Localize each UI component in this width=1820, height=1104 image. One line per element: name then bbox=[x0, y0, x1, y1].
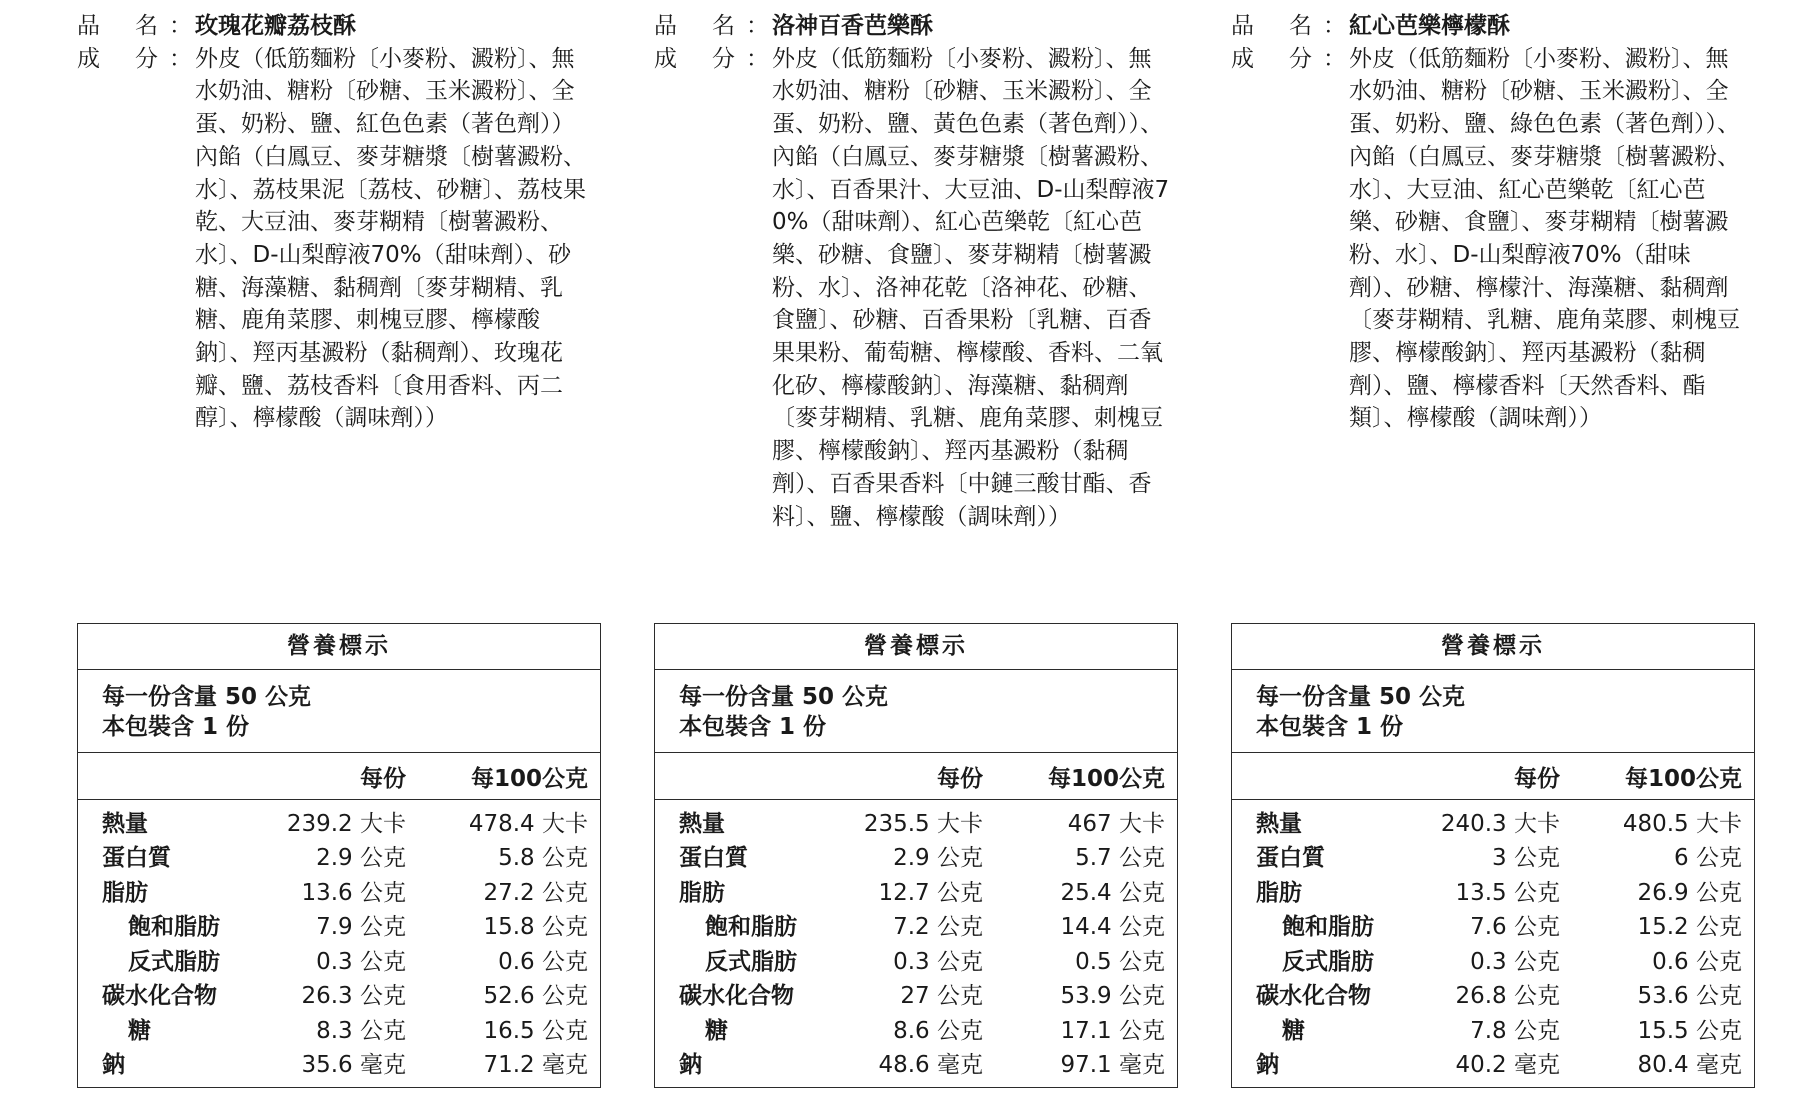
nutrient-row bbox=[78, 908, 600, 943]
nutrient-row bbox=[1232, 908, 1754, 943]
nutrition-table-3 bbox=[1231, 623, 1755, 1088]
nutrition-column-header bbox=[655, 753, 1177, 800]
nutrient-name: 鈉 bbox=[102, 1052, 125, 1079]
nutrient-per-serving: 2.9 公克 bbox=[893, 845, 983, 872]
product-name-label bbox=[77, 10, 195, 43]
nutrient-per-serving: 12.7 公克 bbox=[878, 879, 983, 906]
product-name-row bbox=[654, 10, 1184, 43]
label-char: 名 bbox=[712, 13, 735, 39]
servings-per-package: 本包裝含 1 份 bbox=[1256, 714, 1404, 740]
nutrient-name: 糖 bbox=[1282, 1017, 1305, 1044]
nutrient-per-100g: 16.5 公克 bbox=[483, 1017, 588, 1044]
nutrient-name: 鈉 bbox=[679, 1052, 702, 1079]
nutrient-name: 反式脂肪 bbox=[128, 948, 220, 975]
nutrition-title: 營養標示 bbox=[78, 624, 600, 670]
nutrient-row bbox=[655, 839, 1177, 874]
nutrient-row bbox=[655, 908, 1177, 943]
nutrient-row bbox=[78, 804, 600, 839]
nutrient-row bbox=[655, 1046, 1177, 1081]
nutrient-name: 脂肪 bbox=[1256, 879, 1302, 906]
nutrition-table-1 bbox=[77, 623, 601, 1088]
nutrient-row bbox=[1232, 1011, 1754, 1046]
nutrient-per-100g: 80.4 毫克 bbox=[1637, 1052, 1742, 1079]
ingredients-filling: 內餡（白鳳豆、麥芽糖漿〔樹薯澱粉、水〕、大豆油、紅心芭樂乾〔紅心芭樂、砂糖、食鹽〕、麥芽糊精〔樹薯澱粉、水〕、D-山梨醇液70%（甜味劑）、砂糖、檸檬汁、海藻糖、黏稠劑〔麥芽糊精、乳糖、鹿角菜膠、刺槐豆膠、檸檬酸鈉〕、羥丙基澱粉（黏稠劑）、鹽、檸檬香料〔天然香料、酯類〕、檸檬酸（調味劑）） bbox=[1349, 143, 1740, 432]
nutrient-per-100g: 15.5 公克 bbox=[1637, 1017, 1742, 1044]
nutrient-name: 熱量 bbox=[102, 810, 148, 837]
label-char: 分 bbox=[712, 45, 735, 72]
nutrient-per-100g: 0.5 公克 bbox=[1075, 948, 1165, 975]
nutrient-row bbox=[1232, 839, 1754, 874]
nutrient-per-serving: 240.3 大卡 bbox=[1440, 810, 1560, 837]
nutrient-name: 鈉 bbox=[1256, 1052, 1279, 1079]
serving-info bbox=[1232, 670, 1754, 753]
nutrient-per-serving: 35.6 毫克 bbox=[301, 1052, 406, 1079]
label-colon: ： bbox=[746, 45, 769, 72]
ingredients-text bbox=[772, 43, 1170, 534]
nutrient-per-100g: 15.8 公克 bbox=[483, 914, 588, 941]
product-name-label bbox=[654, 10, 772, 43]
nutrient-per-serving: 8.3 公克 bbox=[316, 1017, 406, 1044]
ingredients-filling: 內餡（白鳳豆、麥芽糖漿〔樹薯澱粉、水〕、荔枝果泥〔荔枝、砂糖〕、荔枝果乾、大豆油、麥芽糊精〔樹薯澱粉、水〕、D-山梨醇液70%（甜味劑）、砂糖、海藻糖、黏稠劑〔麥芽糊精、乳糖、鹿角菜膠、刺槐豆膠、檸檬酸鈉〕、羥丙基澱粉（黏稠劑）、玫瑰花瓣、鹽、荔枝香料〔食用香料、丙二醇〕、檸檬酸（調味劑）） bbox=[195, 143, 586, 432]
nutrient-name: 脂肪 bbox=[679, 879, 725, 906]
serving-size: 每一份含量 50 公克 bbox=[102, 684, 312, 710]
product-name-row bbox=[1231, 10, 1761, 43]
nutrient-row bbox=[78, 942, 600, 977]
nutrient-name: 糖 bbox=[705, 1017, 728, 1044]
nutrient-per-serving: 2.9 公克 bbox=[316, 845, 406, 872]
label-char: 成 bbox=[77, 45, 100, 72]
nutrient-name: 脂肪 bbox=[102, 879, 148, 906]
product-name-row bbox=[77, 10, 607, 43]
header-per-serving: 每份 bbox=[937, 765, 983, 792]
product-info-1 bbox=[77, 10, 607, 435]
nutrient-row bbox=[655, 1011, 1177, 1046]
nutrient-name: 飽和脂肪 bbox=[705, 914, 797, 941]
nutrient-name: 碳水化合物 bbox=[102, 983, 217, 1010]
nutrient-row bbox=[1232, 977, 1754, 1012]
nutrient-per-100g: 97.1 毫克 bbox=[1060, 1052, 1165, 1079]
header-per-serving: 每份 bbox=[1514, 765, 1560, 792]
ingredients-text bbox=[195, 43, 593, 435]
nutrient-per-serving: 8.6 公克 bbox=[893, 1017, 983, 1044]
nutrient-per-serving: 13.6 公克 bbox=[301, 879, 406, 906]
serving-info bbox=[655, 670, 1177, 753]
nutrient-per-100g: 17.1 公克 bbox=[1060, 1017, 1165, 1044]
nutrient-per-serving: 13.5 公克 bbox=[1455, 879, 1560, 906]
nutrition-column-header bbox=[78, 753, 600, 800]
nutrient-row bbox=[1232, 873, 1754, 908]
nutrition-rows bbox=[78, 800, 600, 1080]
product-name-label bbox=[1231, 10, 1349, 43]
nutrient-row bbox=[78, 873, 600, 908]
nutrient-per-100g: 6 公克 bbox=[1674, 845, 1742, 872]
label-char: 成 bbox=[654, 45, 677, 72]
nutrient-per-serving: 48.6 毫克 bbox=[878, 1052, 983, 1079]
product-info-3 bbox=[1231, 10, 1761, 435]
ingredients-row bbox=[654, 43, 1184, 534]
nutrient-per-serving: 7.9 公克 bbox=[316, 914, 406, 941]
nutrient-per-serving: 27 公克 bbox=[900, 983, 983, 1010]
nutrient-per-serving: 235.5 大卡 bbox=[863, 810, 983, 837]
label-char: 名 bbox=[135, 13, 158, 39]
product-name: 紅心芭樂檸檬酥 bbox=[1349, 13, 1510, 39]
header-per-100g: 每100公克 bbox=[1624, 765, 1742, 792]
nutrition-rows bbox=[655, 800, 1177, 1080]
ingredients-filling: 內餡（白鳳豆、麥芽糖漿〔樹薯澱粉、水〕、百香果汁、大豆油、D-山梨醇液70%（甜味劑）、紅心芭樂乾〔紅心芭樂、砂糖、食鹽〕、麥芽糊精〔樹薯澱粉、水〕、洛神花乾〔洛神花、砂糖、食鹽〕、砂糖、百香果粉〔乳糖、百香果果粉、葡萄糖、檸檬酸、香料、二氧化矽、檸檬酸鈉〕、海藻糖、黏稠劑〔麥芽糊精、乳糖、鹿角菜膠、刺槐豆膠、檸檬酸鈉〕、羥丙基澱粉（黏稠劑）、百香果香料〔中鏈三酸甘酯、香料〕、鹽、檸檬酸（調味劑）） bbox=[772, 143, 1170, 530]
nutrient-per-100g: 25.4 公克 bbox=[1060, 879, 1165, 906]
servings-per-package: 本包裝含 1 份 bbox=[102, 714, 250, 740]
label-char: 品 bbox=[1231, 13, 1254, 39]
nutrient-per-serving: 26.8 公克 bbox=[1455, 983, 1560, 1010]
nutrient-per-100g: 0.6 公克 bbox=[498, 948, 588, 975]
nutrient-per-serving: 3 公克 bbox=[1492, 845, 1560, 872]
nutrition-table-2 bbox=[654, 623, 1178, 1088]
ingredients-outer: 外皮（低筋麵粉〔小麥粉、澱粉〕、無水奶油、糖粉〔砂糖、玉米澱粉〕、全蛋、奶粉、鹽、紅色色素（著色劑）） bbox=[195, 45, 575, 138]
nutrient-row bbox=[1232, 1046, 1754, 1081]
nutrient-row bbox=[1232, 942, 1754, 977]
nutrient-name: 蛋白質 bbox=[102, 845, 171, 872]
label-char: 品 bbox=[77, 13, 100, 39]
nutrient-name: 糖 bbox=[128, 1017, 151, 1044]
nutrient-name: 碳水化合物 bbox=[679, 983, 794, 1010]
label-colon: ： bbox=[169, 13, 192, 39]
ingredients-label bbox=[77, 43, 195, 76]
nutrient-row bbox=[655, 942, 1177, 977]
nutrient-name: 飽和脂肪 bbox=[128, 914, 220, 941]
nutrient-per-100g: 27.2 公克 bbox=[483, 879, 588, 906]
ingredients-outer: 外皮（低筋麵粉〔小麥粉、澱粉〕、無水奶油、糖粉〔砂糖、玉米澱粉〕、全蛋、奶粉、鹽、綠色色素（著色劑））、 bbox=[1349, 45, 1740, 138]
servings-per-package: 本包裝含 1 份 bbox=[679, 714, 827, 740]
ingredients-row bbox=[1231, 43, 1761, 435]
ingredients-row bbox=[77, 43, 607, 435]
nutrient-name: 熱量 bbox=[679, 810, 725, 837]
nutrient-row bbox=[78, 1011, 600, 1046]
nutrient-name: 熱量 bbox=[1256, 810, 1302, 837]
label-colon: ： bbox=[169, 45, 192, 72]
nutrient-per-100g: 53.6 公克 bbox=[1637, 983, 1742, 1010]
nutrient-per-serving: 0.3 公克 bbox=[316, 948, 406, 975]
serving-info bbox=[78, 670, 600, 753]
nutrient-per-100g: 0.6 公克 bbox=[1652, 948, 1742, 975]
nutrient-per-100g: 5.7 公克 bbox=[1075, 845, 1165, 872]
nutrient-per-serving: 0.3 公克 bbox=[1470, 948, 1560, 975]
nutrient-per-100g: 53.9 公克 bbox=[1060, 983, 1165, 1010]
label-char: 成 bbox=[1231, 45, 1254, 72]
label-char: 分 bbox=[1289, 45, 1312, 72]
nutrition-rows bbox=[1232, 800, 1754, 1080]
nutrient-per-serving: 7.6 公克 bbox=[1470, 914, 1560, 941]
nutrient-row bbox=[78, 839, 600, 874]
nutrient-per-100g: 478.4 大卡 bbox=[468, 810, 588, 837]
nutrient-per-100g: 480.5 大卡 bbox=[1622, 810, 1742, 837]
label-colon: ： bbox=[1323, 45, 1346, 72]
serving-size: 每一份含量 50 公克 bbox=[679, 684, 889, 710]
nutrient-row bbox=[655, 873, 1177, 908]
ingredients-label bbox=[1231, 43, 1349, 76]
nutrient-per-100g: 467 大卡 bbox=[1067, 810, 1165, 837]
nutrient-row bbox=[78, 977, 600, 1012]
nutrient-per-100g: 52.6 公克 bbox=[483, 983, 588, 1010]
ingredients-label bbox=[654, 43, 772, 76]
nutrient-name: 飽和脂肪 bbox=[1282, 914, 1374, 941]
nutrient-per-100g: 14.4 公克 bbox=[1060, 914, 1165, 941]
nutrient-row bbox=[655, 977, 1177, 1012]
nutrient-name: 碳水化合物 bbox=[1256, 983, 1371, 1010]
nutrient-per-serving: 7.2 公克 bbox=[893, 914, 983, 941]
nutrition-column-header bbox=[1232, 753, 1754, 800]
label-char: 名 bbox=[1289, 13, 1312, 39]
header-per-serving: 每份 bbox=[360, 765, 406, 792]
header-per-100g: 每100公克 bbox=[470, 765, 588, 792]
label-char: 分 bbox=[135, 45, 158, 72]
header-per-100g: 每100公克 bbox=[1047, 765, 1165, 792]
nutrient-name: 反式脂肪 bbox=[1282, 948, 1374, 975]
label-colon: ： bbox=[746, 13, 769, 39]
nutrient-per-serving: 239.2 大卡 bbox=[286, 810, 406, 837]
nutrition-title: 營養標示 bbox=[1232, 624, 1754, 670]
nutrition-title: 營養標示 bbox=[655, 624, 1177, 670]
nutrient-per-100g: 15.2 公克 bbox=[1637, 914, 1742, 941]
nutrient-per-100g: 5.8 公克 bbox=[498, 845, 588, 872]
nutrient-name: 反式脂肪 bbox=[705, 948, 797, 975]
label-char: 品 bbox=[654, 13, 677, 39]
product-name: 玫瑰花瓣荔枝酥 bbox=[195, 13, 356, 39]
nutrient-name: 蛋白質 bbox=[679, 845, 748, 872]
nutrient-row bbox=[78, 1046, 600, 1081]
serving-size: 每一份含量 50 公克 bbox=[1256, 684, 1466, 710]
nutrient-row bbox=[655, 804, 1177, 839]
product-info-2 bbox=[654, 10, 1184, 533]
nutrient-per-100g: 71.2 毫克 bbox=[483, 1052, 588, 1079]
product-name: 洛神百香芭樂酥 bbox=[772, 13, 933, 39]
nutrient-per-serving: 26.3 公克 bbox=[301, 983, 406, 1010]
nutrient-per-serving: 0.3 公克 bbox=[893, 948, 983, 975]
nutrient-name: 蛋白質 bbox=[1256, 845, 1325, 872]
nutrient-per-100g: 26.9 公克 bbox=[1637, 879, 1742, 906]
nutrient-row bbox=[1232, 804, 1754, 839]
nutrient-per-serving: 7.8 公克 bbox=[1470, 1017, 1560, 1044]
ingredients-outer: 外皮（低筋麵粉〔小麥粉、澱粉〕、無水奶油、糖粉〔砂糖、玉米澱粉〕、全蛋、奶粉、鹽、黃色色素（著色劑））、 bbox=[772, 45, 1163, 138]
ingredients-text bbox=[1349, 43, 1747, 435]
label-colon: ： bbox=[1323, 13, 1346, 39]
nutrient-per-serving: 40.2 毫克 bbox=[1455, 1052, 1560, 1079]
